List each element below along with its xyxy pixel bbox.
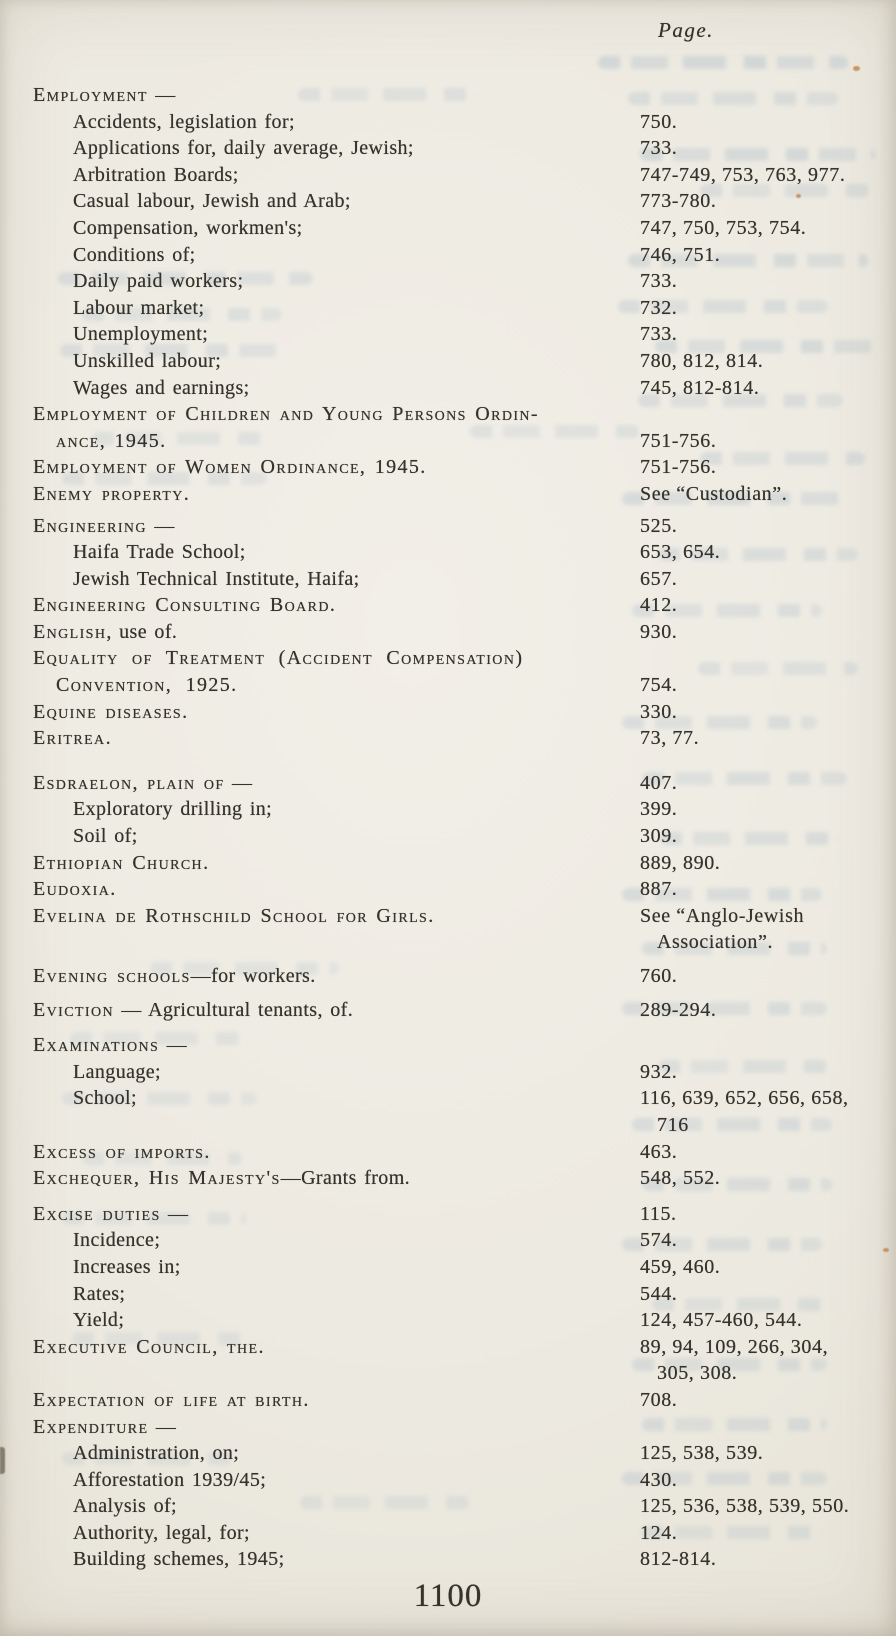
- entry-heading-smallcaps: English: [33, 620, 107, 643]
- entry-pages: 525.: [640, 514, 678, 537]
- entry-label: [0, 1139, 896, 1166]
- index-entry-row: [0, 963, 896, 990]
- index-entry-row: [0, 796, 896, 823]
- bleedthrough-smudge: [598, 56, 848, 69]
- index-entry-row: [0, 725, 896, 752]
- entry-pages: 116, 639, 652, 656, 658,: [640, 1087, 849, 1110]
- index-entry-row: [0, 619, 896, 646]
- index-entry-row: [0, 1546, 896, 1573]
- index-list: [0, 82, 896, 1573]
- entry-text: Soil of;: [73, 825, 138, 848]
- entry-label: [0, 375, 896, 402]
- entry-label: [0, 770, 896, 797]
- entry-label: [0, 645, 896, 672]
- entry-label: [0, 1254, 896, 1281]
- entry-pages: 653, 654.: [640, 541, 721, 564]
- entry-heading-smallcaps: Executive Council, the.: [33, 1335, 265, 1358]
- entry-text: Jewish Technical Institute, Haifa;: [73, 567, 360, 590]
- entry-text: Analysis of;: [73, 1495, 178, 1518]
- entry-label: [0, 109, 896, 136]
- entry-label: [0, 1165, 896, 1192]
- index-entry-row: [0, 1414, 896, 1441]
- index-entry-row: [0, 592, 896, 619]
- index-entry-row: [0, 1254, 896, 1281]
- entry-pages: 708.: [640, 1388, 678, 1411]
- index-entry-row: [0, 876, 896, 903]
- entry-pages: 124, 457-460, 544.: [640, 1309, 803, 1332]
- entry-pages: 289-294.: [640, 998, 717, 1021]
- entry-text: School;: [73, 1087, 137, 1110]
- entry-label: [0, 539, 896, 566]
- entry-text: Exploratory drilling in;: [73, 798, 273, 821]
- entry-heading-smallcaps: Eudoxia.: [33, 878, 117, 901]
- entry-pages: 751-756.: [640, 456, 717, 479]
- entry-text: —for workers.: [190, 965, 316, 987]
- entry-text: Applications for, daily average, Jewish;: [73, 137, 414, 160]
- entry-text: Unskilled labour;: [73, 349, 222, 372]
- entry-pages: 330.: [640, 700, 678, 723]
- entry-label: [0, 1032, 896, 1059]
- entry-label: [0, 963, 896, 990]
- index-entry-row: [0, 1032, 896, 1059]
- index-entry-row: [0, 375, 896, 402]
- entry-pages: See “Custodian”.: [640, 482, 788, 505]
- entry-text: Authority, legal, for;: [73, 1521, 251, 1544]
- entry-label: [0, 997, 896, 1024]
- entry-text: Yield;: [73, 1309, 125, 1332]
- entry-pages-continuation: 754.: [640, 674, 678, 697]
- entry-pages: 459, 460.: [640, 1255, 721, 1278]
- index-entry-row: [0, 295, 896, 322]
- entry-label: [0, 725, 896, 752]
- index-entry-row: [0, 1139, 896, 1166]
- index-entry-row: [0, 1493, 896, 1520]
- entry-label: [0, 1281, 896, 1308]
- entry-heading-smallcaps: Engineering Consulting Board.: [33, 594, 337, 617]
- index-entry-row: [0, 1440, 896, 1467]
- page-footer-number: 1100: [413, 1578, 483, 1614]
- index-entry-row: [0, 401, 896, 428]
- index-entry-row: [0, 1059, 896, 1086]
- entry-heading-smallcaps: Equality of Treatment (Accident Compensation): [33, 647, 524, 670]
- entry-pages: 124.: [640, 1521, 678, 1544]
- entry-text: —Grants from.: [280, 1167, 411, 1190]
- entry-text: Conditions of;: [73, 243, 196, 266]
- entry-pages: 657.: [640, 567, 678, 590]
- entry-text: Haifa Trade School;: [73, 541, 246, 564]
- page-column-header: Page.: [658, 18, 714, 42]
- entry-label: [0, 619, 896, 646]
- entry-text: Incidence;: [73, 1229, 161, 1252]
- entry-heading-smallcaps: Evelina de Rothschild School for Girls.: [33, 904, 435, 927]
- index-entry-row: [0, 348, 896, 375]
- index-entry-row: [0, 135, 896, 162]
- index-entry-row: [0, 513, 896, 540]
- entry-pages-continuation: 716: [657, 1113, 689, 1136]
- index-entry-row: [0, 188, 896, 215]
- index-entry-row: [0, 1227, 896, 1254]
- entry-label: [0, 1467, 896, 1494]
- entry-text: Labour market;: [73, 296, 205, 319]
- entry-text: —: [160, 1202, 189, 1225]
- entry-pages: 932.: [640, 1060, 678, 1083]
- entry-pages: 463.: [640, 1140, 678, 1163]
- entry-pages: See “Anglo-Jewish: [640, 904, 805, 927]
- entry-pages: 544.: [640, 1282, 678, 1305]
- entry-heading-smallcaps: Expenditure: [33, 1415, 149, 1438]
- entry-label: [0, 850, 896, 877]
- entry-text: —: [147, 84, 176, 106]
- entry-heading-smallcaps: Examinations: [33, 1034, 160, 1057]
- entry-pages: 745, 812-814.: [640, 376, 760, 399]
- entry-label: [0, 295, 896, 322]
- entry-heading-smallcaps: Convention, 1925.: [56, 674, 238, 697]
- entry-pages: 548, 552.: [640, 1167, 721, 1190]
- entry-pages: 73, 77.: [640, 727, 700, 750]
- index-entry-row: [0, 215, 896, 242]
- entry-label: [0, 1546, 896, 1573]
- entry-pages: 412.: [640, 594, 678, 617]
- index-entry-row: [0, 770, 896, 797]
- entry-label: [0, 566, 896, 593]
- entry-pages: 887.: [640, 878, 678, 901]
- entry-pages: 747-749, 753, 763, 977.: [640, 163, 846, 186]
- entry-label: [0, 82, 896, 109]
- entry-label: [0, 242, 896, 269]
- entry-label: [0, 592, 896, 619]
- index-entry-row: [0, 1387, 896, 1414]
- index-entry-row: [0, 162, 896, 189]
- entry-pages: 773-780.: [640, 190, 717, 213]
- entry-label: [0, 1520, 896, 1547]
- entry-heading-smallcaps: Ethiopian Church.: [33, 851, 210, 874]
- entry-text: Afforestation 1939/45;: [73, 1468, 267, 1491]
- entry-pages: 574.: [640, 1229, 678, 1252]
- entry-label: [0, 268, 896, 295]
- entry-heading-smallcaps: Exchequer, His Majesty's: [33, 1167, 281, 1190]
- entry-pages: 115.: [640, 1202, 677, 1225]
- entry-text: Arbitration Boards;: [73, 163, 239, 186]
- index-entry-row: [0, 699, 896, 726]
- index-entry-row: [0, 903, 896, 930]
- index-entry-row: [0, 997, 896, 1024]
- entry-pages: 930.: [640, 620, 678, 643]
- entry-pages: 309.: [640, 825, 678, 848]
- entry-heading-smallcaps: Expectation of life at birth.: [33, 1388, 310, 1411]
- entry-heading-smallcaps: Evening schools: [33, 965, 191, 987]
- entry-pages: 89, 94, 109, 266, 304,: [640, 1335, 829, 1358]
- index-entry-continuation-row: [0, 1112, 896, 1139]
- index-entry-row: [0, 1467, 896, 1494]
- entry-label: [0, 699, 896, 726]
- entry-label: [0, 188, 896, 215]
- entry-heading-smallcaps: Eviction: [33, 998, 114, 1021]
- entry-label: [0, 823, 896, 850]
- entry-text: — Agricultural tenants, of.: [113, 998, 354, 1021]
- index-entry-row: [0, 1307, 896, 1334]
- entry-pages: 125, 536, 538, 539, 550.: [640, 1495, 850, 1518]
- entry-pages: 430.: [640, 1468, 678, 1491]
- index-entry-continuation-row: [0, 929, 896, 956]
- index-entry-row: [0, 321, 896, 348]
- entry-text: Accidents, legislation for;: [73, 110, 295, 133]
- entry-pages: 733.: [640, 323, 678, 346]
- entry-text: Daily paid workers;: [73, 270, 244, 293]
- entry-pages: 760.: [640, 965, 678, 987]
- entry-pages: 733.: [640, 270, 678, 293]
- entry-pages-continuation: 751-756.: [640, 429, 717, 452]
- entry-text: —: [148, 1415, 177, 1438]
- entry-text: —: [146, 514, 175, 537]
- index-entry-row: [0, 1334, 896, 1361]
- entry-heading-smallcaps: Esdraelon, plain of: [33, 771, 225, 794]
- entry-label: [0, 1414, 896, 1441]
- entry-text: Building schemes, 1945;: [73, 1548, 285, 1571]
- entry-heading-smallcaps: Enemy property.: [33, 482, 191, 505]
- index-entry-row: [0, 242, 896, 269]
- index-entry-row: [0, 850, 896, 877]
- entry-label: [0, 1227, 896, 1254]
- entry-label: [0, 135, 896, 162]
- entry-heading-smallcaps: Equine diseases.: [33, 700, 189, 723]
- entry-pages: 747, 750, 753, 754.: [640, 216, 807, 239]
- index-entry-row: [0, 1520, 896, 1547]
- entry-label: [0, 796, 896, 823]
- entry-pages: 407.: [640, 771, 678, 794]
- entry-label: [0, 1201, 896, 1228]
- entry-label: [0, 1059, 896, 1086]
- entry-text: Administration, on;: [73, 1442, 240, 1465]
- entry-pages: 889, 890.: [640, 851, 721, 874]
- entry-text: —: [159, 1034, 188, 1057]
- entry-pages: 732.: [640, 296, 678, 319]
- entry-text: Language;: [73, 1060, 162, 1083]
- entry-label: [0, 513, 896, 540]
- index-entry-row: [0, 82, 896, 109]
- entry-heading-smallcaps: Excess of imports.: [33, 1140, 211, 1163]
- entry-text: Unemployment;: [73, 323, 209, 346]
- entry-pages: 399.: [640, 798, 678, 821]
- entry-heading-smallcaps: Eritrea.: [33, 727, 112, 750]
- entry-label: [0, 1387, 896, 1414]
- entry-text: Compensation, workmen's;: [73, 216, 303, 239]
- entry-pages: 812-814.: [640, 1548, 717, 1571]
- index-entry-row: [0, 1085, 896, 1112]
- index-entry-row: [0, 1281, 896, 1308]
- entry-heading-smallcaps: Engineering: [33, 514, 147, 537]
- entry-pages: 733.: [640, 137, 678, 160]
- entry-pages: 125, 538, 539.: [640, 1442, 764, 1465]
- entry-label: [0, 876, 896, 903]
- entry-pages-continuation: Association”.: [657, 931, 774, 954]
- entry-pages: 746, 751.: [640, 243, 721, 266]
- entry-label-continuation: [0, 672, 896, 699]
- index-entry-row: [0, 1165, 896, 1192]
- index-entry-continuation-row: [0, 672, 896, 699]
- entry-heading-smallcaps: ance, 1945.: [56, 429, 167, 452]
- entry-text: —: [224, 771, 253, 794]
- entry-label: [0, 454, 896, 481]
- entry-label-continuation: [0, 428, 896, 455]
- index-entry-row: [0, 645, 896, 672]
- index-entry-continuation-row: [0, 1360, 896, 1387]
- entry-heading-smallcaps: Employment: [33, 84, 148, 106]
- entry-text: Increases in;: [73, 1255, 181, 1278]
- entry-text: Rates;: [73, 1282, 126, 1305]
- entry-label: [0, 401, 896, 428]
- entry-pages: 750.: [640, 110, 678, 133]
- index-entry-continuation-row: [0, 428, 896, 455]
- index-entry-row: [0, 109, 896, 136]
- index-entry-row: [0, 539, 896, 566]
- entry-heading-smallcaps: Excise duties: [33, 1202, 161, 1225]
- entry-text: , use of.: [106, 620, 178, 643]
- entry-heading-smallcaps: Employment of Children and Young Persons Ordin-: [33, 403, 539, 426]
- entry-text: Wages and earnings;: [73, 376, 250, 399]
- index-entry-row: [0, 566, 896, 593]
- index-entry-row: [0, 268, 896, 295]
- entry-text: Casual labour, Jewish and Arab;: [73, 190, 351, 213]
- index-entry-row: [0, 1201, 896, 1228]
- entry-heading-smallcaps: Employment of Women Ordinance, 1945.: [33, 456, 427, 479]
- foxing-speck: [853, 66, 860, 71]
- entry-pages: 780, 812, 814.: [640, 349, 764, 372]
- index-entry-row: [0, 481, 896, 508]
- entry-pages-continuation: 305, 308.: [657, 1362, 738, 1385]
- entry-label: [0, 321, 896, 348]
- index-entry-row: [0, 823, 896, 850]
- index-entry-row: [0, 454, 896, 481]
